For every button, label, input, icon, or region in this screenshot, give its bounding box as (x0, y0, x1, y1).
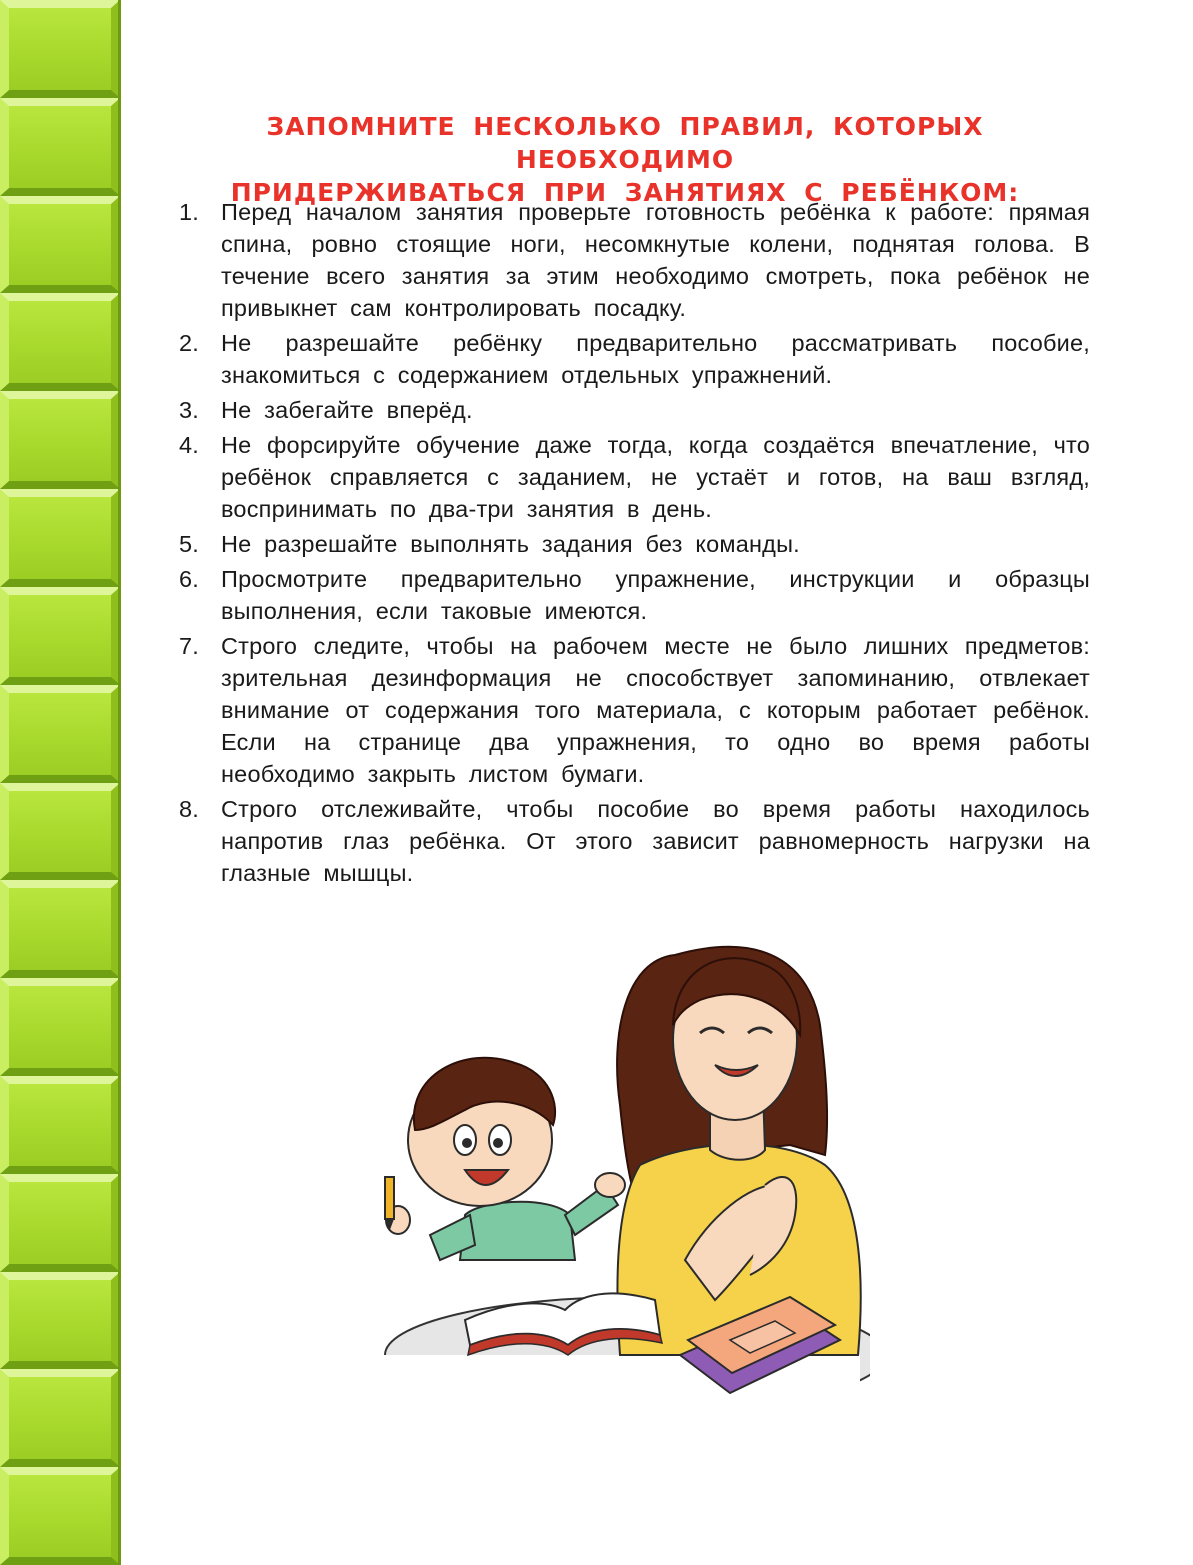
strip-tile (0, 1272, 120, 1370)
strip-tile (0, 587, 120, 685)
boy-shirt (460, 1202, 575, 1260)
page-title-line-2: ПРИДЕРЖИВАТЬСЯ ПРИ ЗАНЯТИЯХ С РЕБЁНКОМ: (230, 178, 1020, 207)
rules-list (175, 196, 1090, 892)
strip-edge (118, 0, 121, 1565)
rule-item (175, 327, 1090, 391)
rule-item (175, 563, 1090, 627)
rule-item (175, 630, 1090, 790)
strip-tile (0, 0, 120, 98)
strip-tile (0, 293, 120, 391)
rule-text: Не забегайте вперёд. (221, 397, 473, 423)
boy-pupil-left (462, 1138, 472, 1148)
rule-text: Не разрешайте выполнять задания без команды. (221, 531, 800, 557)
strip-tile (0, 196, 120, 294)
rule-text: Строго следите, чтобы на рабочем месте не было лишних предметов: зрительная дезинформация не способствует запоминанию, отвлекает внимание от содержания того материала, с которым работает ребёнок. Если на странице два упражнения, то одно во время работы необходимо закрыть листом бумаги. (221, 633, 1090, 787)
rule-text: Строго отслеживайте, чтобы пособие во время работы находилось напротив глаз ребёнка. От этого зависит равномерность нагрузки на глазные мышцы. (221, 796, 1090, 886)
rule-item (175, 793, 1090, 889)
rule-number: 1. (179, 199, 199, 225)
strip-tile (0, 978, 120, 1076)
rule-text: Просмотрите предварительно упражнение, инструкции и образцы выполнения, если таковые имеются. (221, 566, 1090, 624)
strip-tile (0, 98, 120, 196)
pencil-icon (385, 1177, 394, 1219)
strip-tile (0, 489, 120, 587)
rule-number: 7. (179, 633, 199, 659)
page-title-line-1: ЗАПОМНИТЕ НЕСКОЛЬКО ПРАВИЛ, КОТОРЫХ НЕОБХОДИМО (266, 112, 984, 174)
decorative-side-strip (0, 0, 120, 1565)
mother-child-illustration (370, 915, 870, 1405)
strip-tile (0, 783, 120, 881)
strip-tile (0, 1174, 120, 1272)
rule-text: Не форсируйте обучение даже тогда, когда создаётся впечатление, что ребёнок справляется с заданием, не устаёт и готов, на ваш взгляд, воспринимать по два-три занятия в день. (221, 432, 1090, 522)
strip-tile (0, 391, 120, 489)
rule-item (175, 196, 1090, 324)
rule-number: 8. (179, 796, 199, 822)
rule-item (175, 528, 1090, 560)
rule-number: 5. (179, 531, 199, 557)
rule-text: Перед началом занятия проверьте готовность ребёнка к работе: прямая спина, ровно стоящие ноги, несомкнутые колени, поднятая голова. В течение всего занятия за этим необходимо смотреть, пока ребёнок не привыкнет сам контролировать посадку. (221, 199, 1090, 321)
rule-number: 4. (179, 432, 199, 458)
strip-tile (0, 880, 120, 978)
rule-text: Не разрешайте ребёнку предварительно рассматривать пособие, знакомиться с содержанием отдельных упражнений. (221, 330, 1090, 388)
strip-tile (0, 685, 120, 783)
rule-number: 6. (179, 566, 199, 592)
page-title (160, 110, 1090, 209)
strip-tile (0, 1076, 120, 1174)
rule-number: 3. (179, 397, 199, 423)
rule-item (175, 394, 1090, 426)
boy-hand-right (595, 1173, 625, 1197)
boy-pupil-right (493, 1138, 503, 1148)
strip-tile (0, 1369, 120, 1467)
rule-item (175, 429, 1090, 525)
rule-number: 2. (179, 330, 199, 356)
strip-tile (0, 1467, 120, 1565)
